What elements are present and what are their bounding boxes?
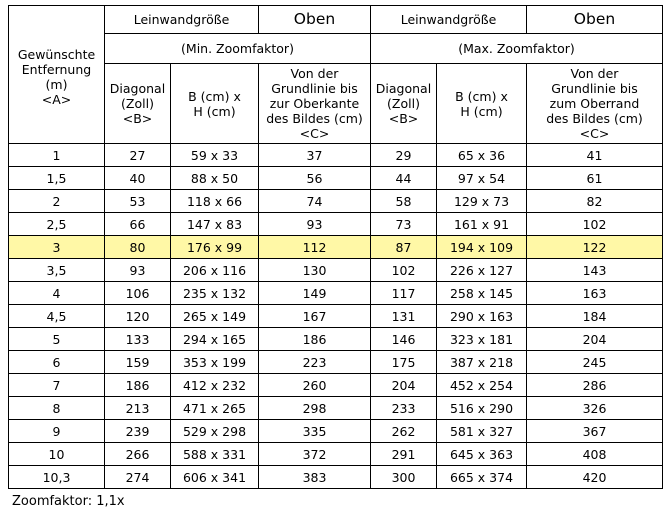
top-min-cell: 335 (259, 420, 371, 443)
size-min-cell: 529 x 298 (171, 420, 259, 443)
diagonal-max-cell: 233 (371, 397, 437, 420)
distance-cell: 2 (9, 190, 105, 213)
top-max-cell: 420 (527, 466, 663, 489)
distance-cell: 4 (9, 282, 105, 305)
size-min-cell: 235 x 132 (171, 282, 259, 305)
diagonal-header-min (105, 64, 171, 144)
header-line: B (cm) x (188, 88, 241, 104)
size-min-cell: 118 x 66 (171, 190, 259, 213)
distance-header-line: (m) (45, 76, 68, 92)
diagonal-min-cell: 93 (105, 259, 171, 282)
top-max-cell: 367 (527, 420, 663, 443)
distance-cell: 3,5 (9, 259, 105, 282)
table-row (9, 374, 663, 397)
top-max-cell: 184 (527, 305, 663, 328)
header-line: des Bildes (cm) (266, 111, 363, 126)
diagonal-max-cell: 87 (371, 236, 437, 259)
diagonal-min-cell: 53 (105, 190, 171, 213)
size-max-cell: 665 x 374 (437, 466, 527, 489)
distance-cell: 10,3 (9, 466, 105, 489)
distance-header-line: Gewünschte (17, 46, 96, 62)
top-min-cell: 74 (259, 190, 371, 213)
distance-cell: 5 (9, 328, 105, 351)
top-max-cell: 143 (527, 259, 663, 282)
top-max-cell: 61 (527, 167, 663, 190)
top-max-cell: 245 (527, 351, 663, 374)
header-line: H (cm) (193, 103, 236, 119)
size-min-cell: 606 x 341 (171, 466, 259, 489)
diagonal-max-cell: 131 (371, 305, 437, 328)
header-line: Von der (570, 66, 619, 81)
size-max-cell: 65 x 36 (437, 144, 527, 167)
header-line: Diagonal (375, 81, 432, 96)
top-max-cell: 326 (527, 397, 663, 420)
size-min-cell: 147 x 83 (171, 213, 259, 236)
size-max-cell: 226 x 127 (437, 259, 527, 282)
size-min-cell: 412 x 232 (171, 374, 259, 397)
top-min-cell: 93 (259, 213, 371, 236)
distance-cell: 10 (9, 443, 105, 466)
diagonal-min-cell: 133 (105, 328, 171, 351)
diagonal-max-cell: 44 (371, 167, 437, 190)
distance-cell: 1,5 (9, 167, 105, 190)
size-max-cell: 258 x 145 (437, 282, 527, 305)
distance-cell: 3 (9, 236, 105, 259)
top-max-cell: 82 (527, 190, 663, 213)
table-row (9, 167, 663, 190)
size-min-cell: 176 x 99 (171, 236, 259, 259)
top-max-cell: 102 (527, 213, 663, 236)
distance-header (9, 6, 105, 144)
header-line: Von der (290, 66, 339, 81)
diagonal-min-cell: 274 (105, 466, 171, 489)
distance-header-line: Entfernung (21, 61, 92, 77)
diagonal-min-cell: 66 (105, 213, 171, 236)
size-max-cell: 387 x 218 (437, 351, 527, 374)
size-min-cell: 471 x 265 (171, 397, 259, 420)
size-max-cell: 290 x 163 (437, 305, 527, 328)
size-max-cell: 194 x 109 (437, 236, 527, 259)
diagonal-min-cell: 159 (105, 351, 171, 374)
header-line: zum Oberrand (549, 96, 640, 111)
size-max-cell: 516 x 290 (437, 397, 527, 420)
header-line: H (cm) (460, 103, 503, 119)
diagonal-min-cell: 40 (105, 167, 171, 190)
header-line: <C> (299, 126, 330, 141)
top-detail-header-min (259, 64, 371, 144)
top-max-cell: 163 (527, 282, 663, 305)
top-max-cell: 286 (527, 374, 663, 397)
size-max-cell: 645 x 363 (437, 443, 527, 466)
size-min-cell: 265 x 149 (171, 305, 259, 328)
max-zoom-header: (Max. Zoomfaktor) (371, 34, 663, 64)
distance-cell: 7 (9, 374, 105, 397)
projection-distance-table (8, 5, 663, 489)
table-row (9, 328, 663, 351)
top-min-cell: 149 (259, 282, 371, 305)
table-row (9, 213, 663, 236)
diagonal-header-max (371, 64, 437, 144)
size-max-cell: 581 x 327 (437, 420, 527, 443)
diagonal-max-cell: 29 (371, 144, 437, 167)
distance-cell: 8 (9, 397, 105, 420)
top-max-cell: 408 (527, 443, 663, 466)
diagonal-max-cell: 262 (371, 420, 437, 443)
top-max-cell: 122 (527, 236, 663, 259)
size-min-cell: 88 x 50 (171, 167, 259, 190)
diagonal-max-cell: 146 (371, 328, 437, 351)
size-min-cell: 206 x 116 (171, 259, 259, 282)
top-min-cell: 260 (259, 374, 371, 397)
top-min-cell: 130 (259, 259, 371, 282)
diagonal-min-cell: 186 (105, 374, 171, 397)
header-line: Grundlinie bis (551, 81, 638, 96)
size-min-cell: 588 x 331 (171, 443, 259, 466)
table-row-highlighted (9, 236, 663, 259)
distance-cell: 6 (9, 351, 105, 374)
top-header-max: Oben (527, 6, 663, 34)
size-min-cell: 353 x 199 (171, 351, 259, 374)
top-min-cell: 56 (259, 167, 371, 190)
diagonal-min-cell: 266 (105, 443, 171, 466)
size-min-cell: 294 x 165 (171, 328, 259, 351)
top-max-cell: 41 (527, 144, 663, 167)
distance-cell: 1 (9, 144, 105, 167)
screen-size-header-min: Leinwandgröße (105, 6, 259, 34)
wh-header-min (171, 64, 259, 144)
top-min-cell: 383 (259, 466, 371, 489)
table-row (9, 466, 663, 489)
distance-cell: 4,5 (9, 305, 105, 328)
diagonal-max-cell: 175 (371, 351, 437, 374)
distance-cell: 9 (9, 420, 105, 443)
diagonal-min-cell: 213 (105, 397, 171, 420)
table-row (9, 144, 663, 167)
wh-header-max (437, 64, 527, 144)
table-row (9, 259, 663, 282)
table-row (9, 397, 663, 420)
header-line: des Bildes (cm) (546, 111, 643, 126)
size-max-cell: 161 x 91 (437, 213, 527, 236)
min-zoom-header: (Min. Zoomfaktor) (105, 34, 371, 64)
header-line: (Zoll) (121, 96, 154, 111)
size-max-cell: 323 x 181 (437, 328, 527, 351)
screen-size-header-max: Leinwandgröße (371, 6, 527, 34)
table-body (9, 144, 663, 489)
size-max-cell: 129 x 73 (437, 190, 527, 213)
zoom-factor-note: Zoomfaktor: 1,1x (12, 494, 125, 509)
top-min-cell: 372 (259, 443, 371, 466)
header-line: <B> (122, 111, 153, 126)
distance-header-line: <A> (41, 91, 72, 107)
header-line: Grundlinie bis (271, 81, 358, 96)
top-min-cell: 186 (259, 328, 371, 351)
top-min-cell: 112 (259, 236, 371, 259)
diagonal-min-cell: 239 (105, 420, 171, 443)
diagonal-min-cell: 80 (105, 236, 171, 259)
diagonal-max-cell: 117 (371, 282, 437, 305)
diagonal-max-cell: 204 (371, 374, 437, 397)
diagonal-min-cell: 106 (105, 282, 171, 305)
header-line: (Zoll) (387, 96, 420, 111)
top-min-cell: 167 (259, 305, 371, 328)
diagonal-max-cell: 102 (371, 259, 437, 282)
table-row (9, 190, 663, 213)
header-line: B (cm) x (455, 88, 508, 104)
top-header-min: Oben (259, 6, 371, 34)
top-min-cell: 298 (259, 397, 371, 420)
top-min-cell: 37 (259, 144, 371, 167)
header-line: <B> (388, 111, 419, 126)
top-min-cell: 223 (259, 351, 371, 374)
diagonal-max-cell: 300 (371, 466, 437, 489)
diagonal-max-cell: 291 (371, 443, 437, 466)
size-max-cell: 452 x 254 (437, 374, 527, 397)
table-row (9, 351, 663, 374)
header-line: Diagonal (109, 81, 166, 96)
size-min-cell: 59 x 33 (171, 144, 259, 167)
table-row (9, 305, 663, 328)
diagonal-max-cell: 73 (371, 213, 437, 236)
table-row (9, 282, 663, 305)
size-max-cell: 97 x 54 (437, 167, 527, 190)
top-detail-header-max (527, 64, 663, 144)
diagonal-min-cell: 27 (105, 144, 171, 167)
table-row (9, 420, 663, 443)
diagonal-min-cell: 120 (105, 305, 171, 328)
distance-cell: 2,5 (9, 213, 105, 236)
header-line: zur Oberkante (269, 96, 360, 111)
table-row (9, 443, 663, 466)
top-max-cell: 204 (527, 328, 663, 351)
diagonal-max-cell: 58 (371, 190, 437, 213)
header-line: <C> (579, 126, 610, 141)
